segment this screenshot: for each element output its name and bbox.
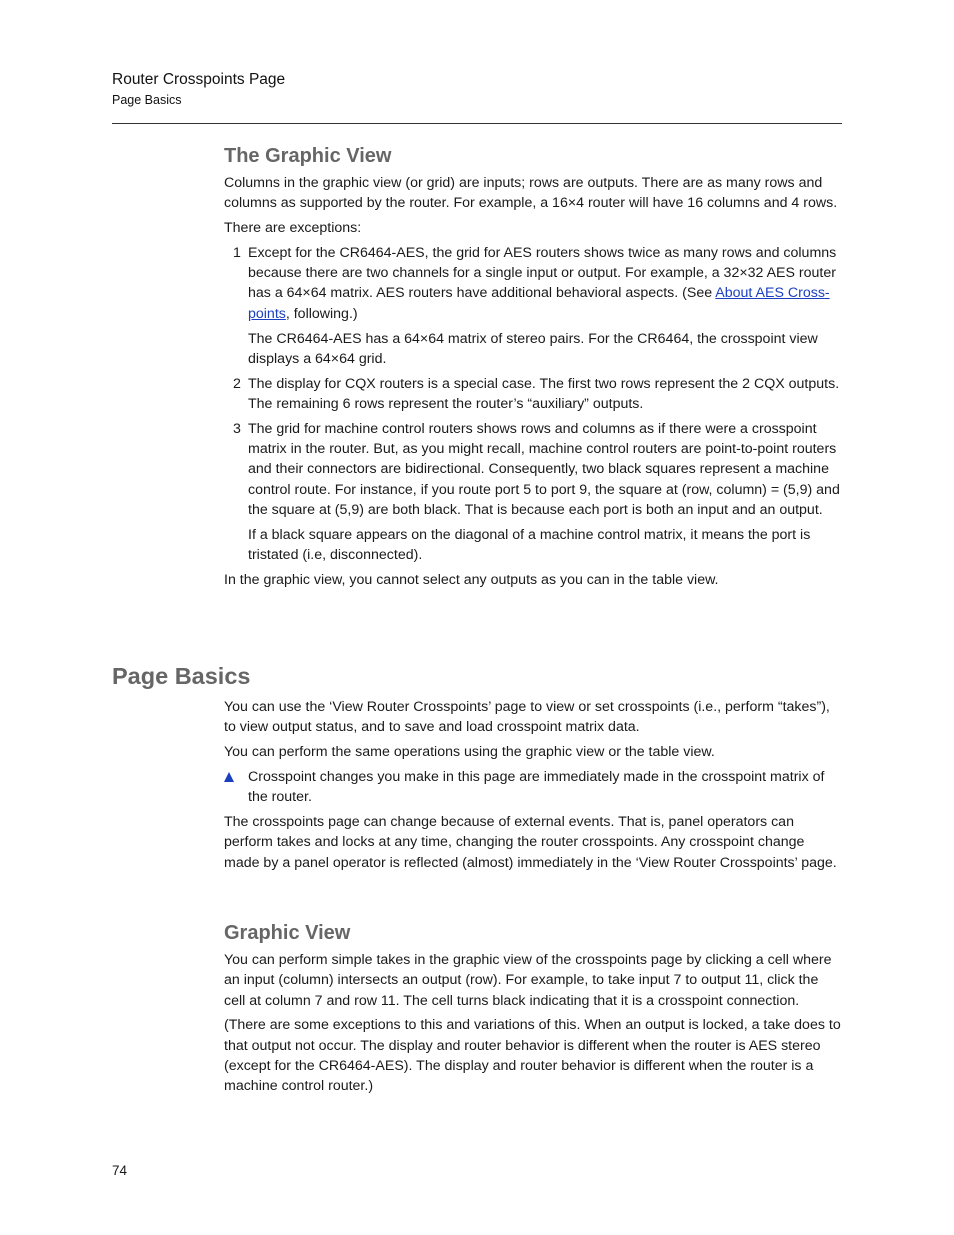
running-header [112, 70, 285, 109]
exception-note-1: The CR6464-AES has a 64×64 matrix of stereo pairs. For the CR6464, the crosspoint view displays a 64×64 grid. [248, 330, 818, 367]
section-graphic-view [224, 920, 842, 1097]
heading-page-basics: Page Basics [112, 663, 251, 689]
running-header-title: Router Crosspoints Page [112, 71, 286, 88]
running-header-subtitle: Page Basics [112, 93, 182, 107]
header-rule [112, 123, 842, 124]
exception-number: 3 [233, 420, 241, 437]
paragraph-page-basics-1: You can use the ‘View Router Crosspoints’ page to view or set crosspoints (i.e., perform “takes”), to view output status, and to save and load crosspoint matrix data. [224, 699, 830, 736]
heading-the-graphic-view: The Graphic View [224, 145, 392, 167]
paragraph-page-basics-2: You can perform the same operations using the graphic view or the table view. [224, 744, 715, 761]
paragraph-page-basics-3: The crosspoints page can change because of external events. That is, panel operators can perform takes and locks at any time, changing the router crosspoints. Any crosspoint change made by a panel operator is reflected (almost) immediately in the ‘View Router Crosspoints’ page. [224, 813, 837, 871]
exception-item-1 [224, 243, 842, 324]
exception-text: The grid for machine control routers shows rows and columns as if there were a crosspoint matrix in the router. But, as you might recall, machine control routers are point-to-point routers and their connectors are bidirectional. Consequently, two black squares represent a machine control route. For instance, if you route port 5 to port 9, the square at (row, column) = (5,9) and the square at (5,9) are both black. That is because each port is both an input and an output. [248, 420, 840, 518]
warning-triangle-icon [224, 772, 234, 782]
heading-graphic-view: Graphic View [224, 922, 351, 944]
warning-note [224, 767, 842, 808]
paragraph-graphic-view-intro: Columns in the graphic view (or grid) are inputs; rows are outputs. There are as many rows and columns as supported by the router. For example, a 16×4 router will have 16 columns and 4 rows. [224, 175, 838, 212]
exception-text: The display for CQX routers is a special case. The first two rows represent the 2 CQX outputs. The remaining 6 rows represent the router’s “auxiliary” outputs. [248, 375, 840, 412]
paragraph-exceptions-label: There are exceptions: [224, 220, 362, 237]
about-aes-crosspoints-link[interactable]: About AES Crosspoints [248, 285, 830, 322]
exception-text: Except for the CR6464-AES, the grid for AES routers shows twice as many rows and columns because there are two channels for a single input or output. For example, a 32×32 AES router has a 64×64 matrix. AES routers have additional behavioral aspects. (See About AES Crosspoints, following.) [248, 244, 837, 322]
paragraph-graphic-view-2: (There are some exceptions to this and variations of this. When an output is locked, a take does to that output not occur. The display and router behavior is different when the router is AES stereo (except for the CR6464-AES). The display and router behavior is different when the router is a machine control router.) [224, 1017, 841, 1095]
exception-item-2 [224, 374, 842, 415]
exception-number: 1 [233, 244, 241, 261]
page-number: 74 [112, 1163, 128, 1178]
exception-number: 2 [233, 375, 241, 392]
section-page-basics [224, 697, 842, 873]
exception-note-3: If a black square appears on the diagonal of a machine control matrix, it means the port is tristated (i.e, disconnected). [248, 526, 811, 564]
warning-text: Crosspoint changes you make in this page are immediately made in the crosspoint matrix of the router. [248, 768, 825, 806]
paragraph-graphic-view-1: You can perform simple takes in the graphic view of the crosspoints page by clicking a cell where an input (column) intersects an output (row). For example, to take input 7 to output 11, click the cell at column 7 and row 11. The cell turns black indicating that it is a crosspoint connection. [224, 952, 832, 1009]
exception-item-3 [224, 419, 842, 520]
section-the-graphic-view [224, 143, 842, 590]
paragraph-graphic-view-closing: In the graphic view, you cannot select any outputs as you can in the table view. [224, 571, 719, 588]
